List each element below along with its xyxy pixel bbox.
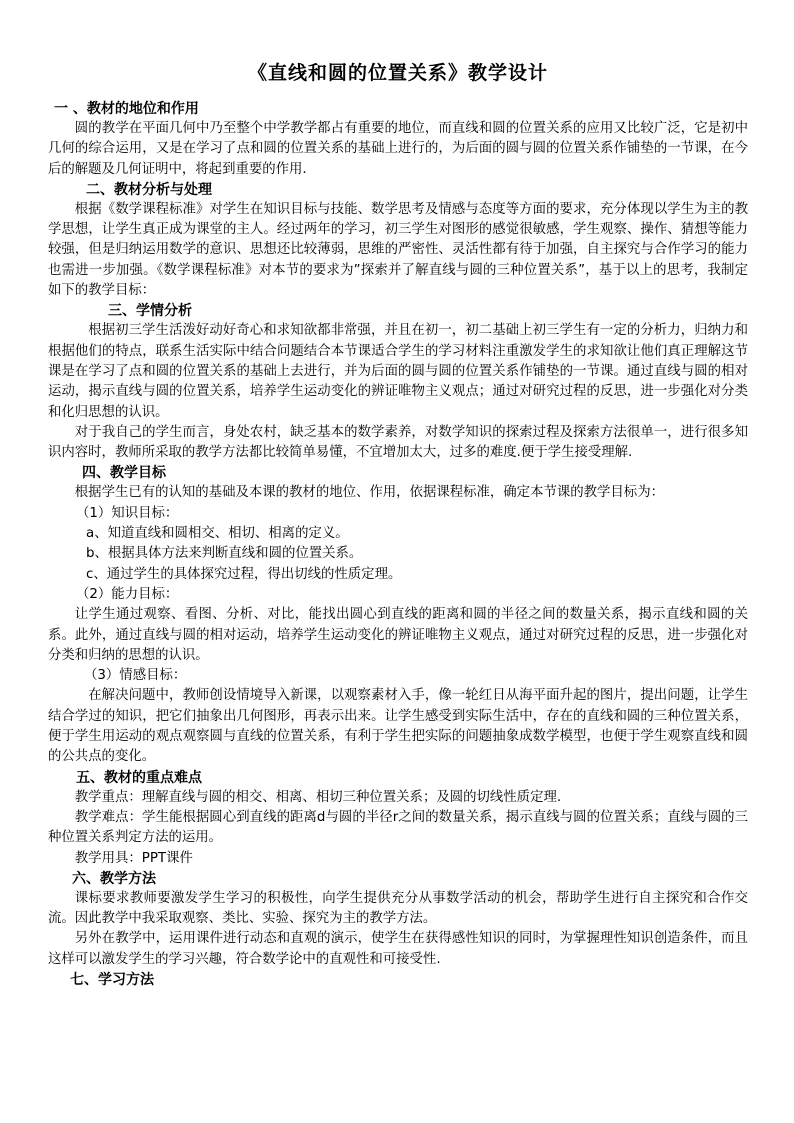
section-6-paragraph-1: 课标要求教师要激发学生学习的积极性，向学生提供充分从事数学活动的机会，帮助学生进行自主探究和合作交流。因此教学中我采取观察、类比、实验、探究为主的教学方法。	[48, 890, 748, 927]
section-2-heading: 二、教材分析与处理	[86, 181, 212, 198]
document-page	[48, 58, 748, 990]
knowledge-goal-title: （1）知识目标：	[76, 505, 179, 521]
emotion-goal-title: （3）情感目标：	[84, 668, 187, 684]
section-1-heading: 一 、教材的地位和作用	[54, 101, 199, 117]
teaching-tools: 教学用具：PPT课件	[74, 850, 193, 866]
knowledge-goal-c: c、通过学生的具体探究过程，得出切线的性质定理。	[86, 566, 402, 582]
section-6-heading: 六、教学方法	[72, 870, 156, 887]
section-7-heading: 七、学习方法	[70, 971, 154, 988]
ability-goal-paragraph: 让学生通过观察、看图、分析、对比，能找出圆心到直线的距离和圆的半径之间的数量关系，揭示直线和圆的关系。此外，通过直线与圆的相对运动，培养学生运动变化的辨证唯物主义观点，通过对研究过程的反思，进一步强化对分类和归纳的思想的认识。	[48, 607, 748, 663]
section-5-heading: 五、教材的重点难点	[76, 769, 202, 786]
section-1-paragraph: 圆的教学在平面几何中乃至整个中学教学都占有重要的地位，而直线和圆的位置关系的应用又比较广泛，它是初中几何的综合运用，又是在学习了点和圆的位置关系的基础上进行的，为后面的圆与圆的位置关系作铺垫的一节课，在今后的解题及几何证明中，将起到重要的作用.	[48, 121, 748, 177]
teaching-key-point: 教学重点：理解直线与圆的相交、相离、相切三种位置关系；及圆的切线性质定理.	[74, 789, 562, 805]
emotion-goal-paragraph: 在解决问题中，教师创设情境导入新课，以观察素材入手，像一轮红日从海平面升起的图片，提出问题，让学生结合学过的知识，把它们抽象出几何图形，再表示出来。让学生感受到实际生活中，存在的直线和圆的三种位置关系，便于学生用运动的观点观察圆与直线的位置关系，有利于学生把实际的问题抽象成数学模型，也便于学生观察直线和圆的公共点的变化。	[48, 688, 748, 765]
section-6-paragraph-2: 另外在教学中，运用课件进行动态和直观的演示，使学生在获得感性知识的同时，为掌握理性知识创造条件，而且这样可以激发学生的学习兴趣，符合数学论中的直观性和可接受性.	[48, 931, 748, 967]
teaching-difficulty: 教学难点：学生能根据圆心到直线的距离d与圆的半径r之间的数量关系，揭示直线与圆的位置关系；直线与圆的三种位置关系判定方法的运用。	[48, 809, 748, 846]
knowledge-goal-b: b、根据具体方法来判断直线和圆的位置关系。	[86, 546, 363, 562]
section-3-paragraph-2: 对于我自己的学生而言，身处农村，缺乏基本的数学素养，对数学知识的探索过程及探索方法很单一，进行很多知识内容时，教师所采取的教学方法都比较简单易懂，不宜增加太大，过多的难度.便于学生接受理解.	[48, 424, 748, 461]
section-3-heading: 三、学情分析	[108, 303, 192, 320]
section-4-intro: 根据学生已有的认知的基础及本课的教材的地位、作用，依据课程标准，确定本节课的教学目标为：	[74, 485, 664, 501]
ability-goal-title: （2）能力目标：	[76, 586, 179, 602]
section-3-paragraph-1: 根据初三学生活泼好动好奇心和求知欲都非常强，并且在初一，初二基础上初三学生有一定的分析力，归纳力和根据他们的特点，联系生活实际中结合问题结合本节课适合学生的学习材料注重激发学生的求知欲让他们真正理解这节课是在学习了点和圆的位置关系的基础上去进行，并为后面的圆与圆的位置关系作铺垫的一节课。通过直线与圆的相对运动，揭示直线与圆的位置关系，培养学生运动变化的辨证唯物主义观点；通过对研究过程的反思，进一步强化对分类和化归思想的认识。	[48, 323, 748, 420]
document-title: 《直线和圆的位置关系》教学设计	[247, 62, 548, 84]
section-4-heading: 四、教学目标	[82, 465, 166, 482]
section-2-paragraph: 根据《数学课程标准》对学生在知识目标与技能、数学思考及情感与态度等方面的要求，充分体现以学生为主的教学思想，让学生真正成为课堂的主人。经过两年的学习，初三学生对图形的感觉很敏感，学生观察、操作、猜想等能力较强，但是归纳运用数学的意识、思想还比较薄弱，思维的严密性、灵活性都有待于加强，自主探究与合作学习的能力也需进一步加强。《数学课程标准》对本节的要求为”探索并了解直线与圆的三种位置关系”，基于以上的思考，我制定如下的教学目标：	[48, 201, 748, 299]
knowledge-goal-a: a、知道直线和圆相交、相切、相离的定义。	[86, 526, 349, 542]
